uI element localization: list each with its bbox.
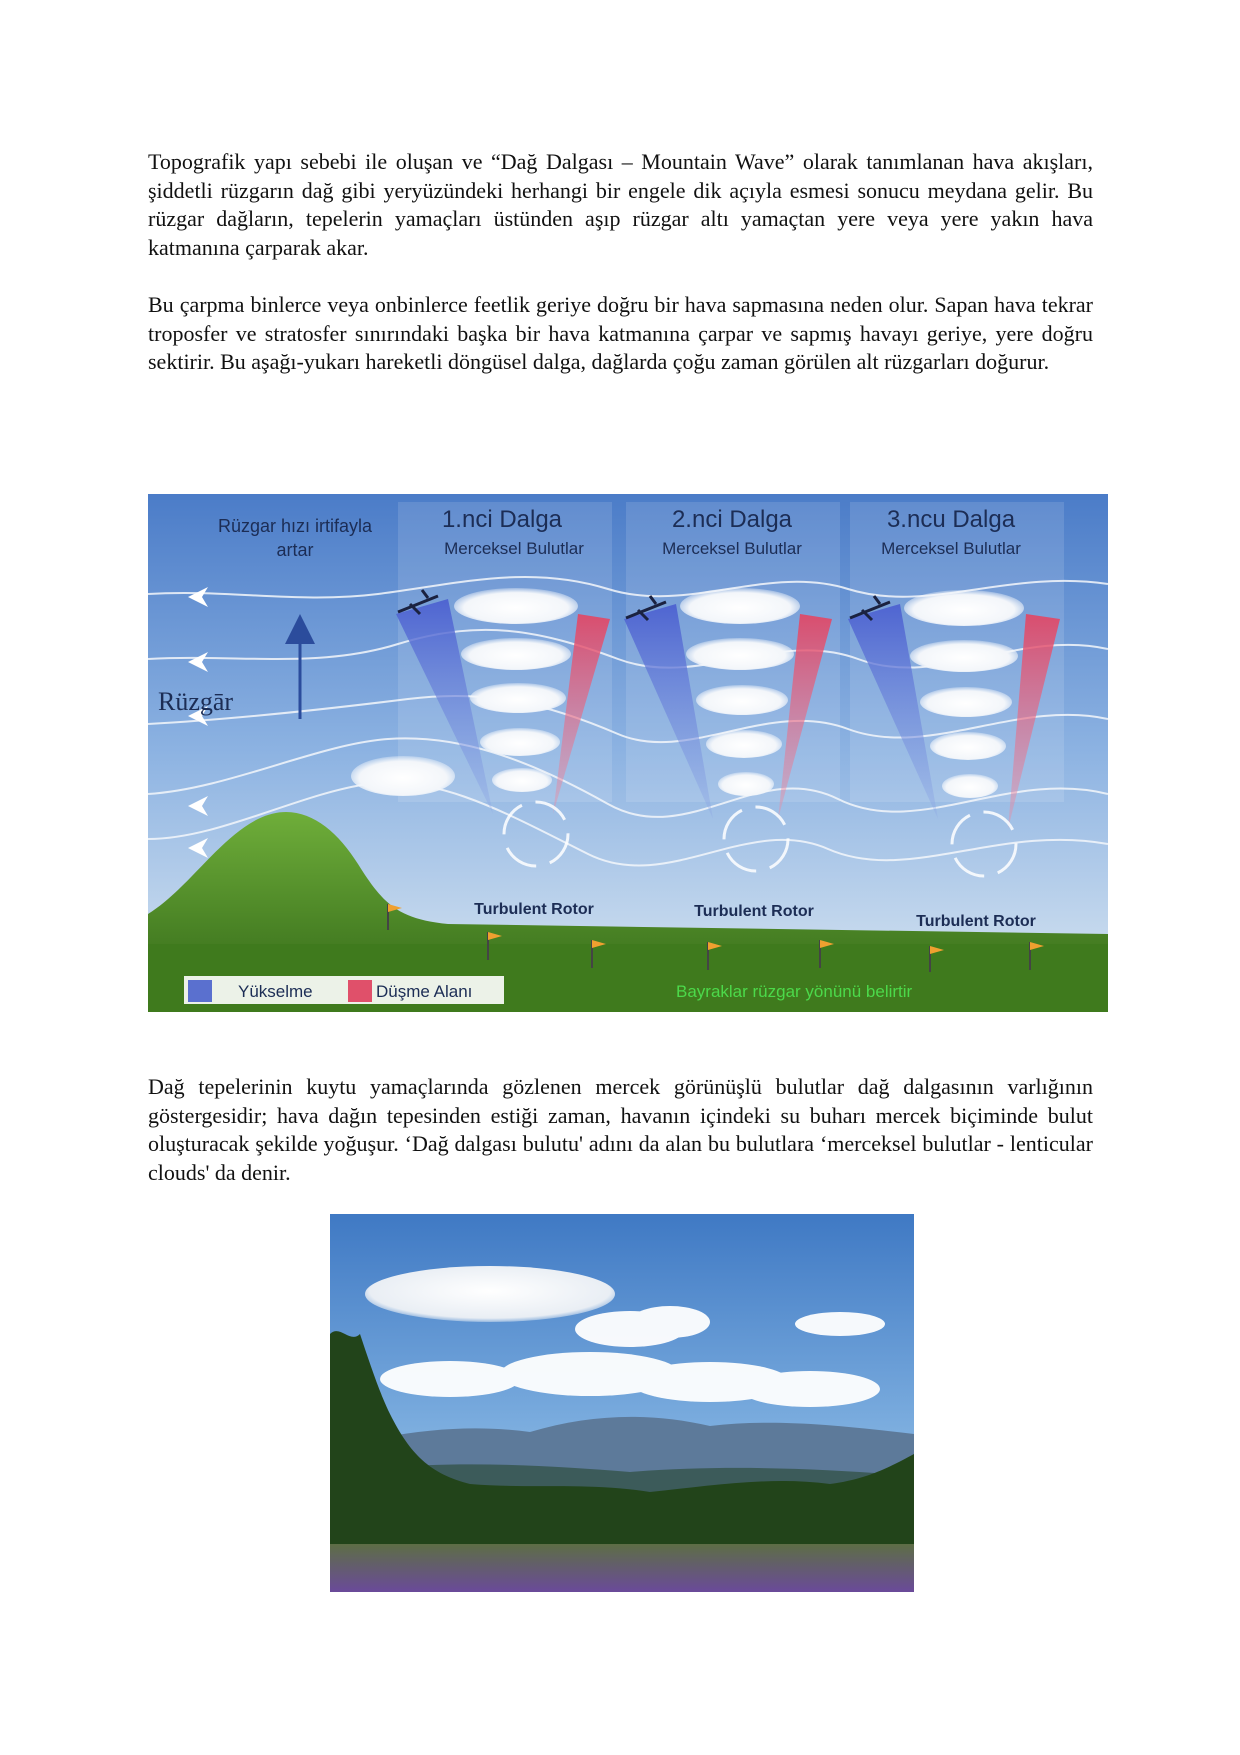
wave-subtitle: Merceksel Bulutlar: [662, 539, 802, 558]
legend-rise-swatch: [188, 980, 212, 1002]
paragraph-deflection: Bu çarpma binlerce veya onbinlerce feetlik geriye doğru bir hava sapmasına neden olur. Sapan hava tekrar troposfer ve stratosfer sınırındaki başka bir hava katmanına çarpar ve sapmış havayı geriye, yere doğru sektirir. Bu aşağı-yukarı hareketli döngüsel dalga, dağlarda çoğu zaman görülen alt rüzgarları doğurur.: [148, 292, 1093, 374]
paragraph-lenticular: Dağ tepelerinin kuytu yamaçlarında gözlenen mercek görünüşlü bulutlar dağ dalgasının varlığının göstergesidir; hava dağın tepesinden estiği zaman, havanın içindeki su buharı mercek biçiminde bulut oluşturacak şekilde yoğuşur. ‘Dağ dalgası bulutu' adını da alan bu bulutlara ‘merceksel bulutlar - lenticular clouds' da denir.: [148, 1074, 1093, 1185]
legend-rise-label: Yükselme: [238, 982, 313, 1001]
lenticular-cloud: [480, 728, 560, 756]
rotor-label: Turbulent Rotor: [474, 901, 594, 918]
lenticular-cloud: [696, 685, 788, 715]
wave-subtitle: Merceksel Bulutlar: [881, 539, 1021, 558]
lenticular-cloud: [351, 756, 455, 796]
wave-title: 2.nci Dalga: [671, 506, 793, 533]
lenticular-cloud: [920, 687, 1012, 717]
wave-subtitle: Merceksel Bulutlar: [444, 539, 584, 558]
altitude-label-line1: Rüzgar hızı irtifayla: [217, 516, 373, 536]
rotor-label: Turbulent Rotor: [694, 903, 814, 920]
legend-sink-swatch: [348, 980, 372, 1002]
paragraph-intro: Topografik yapı sebebi ile oluşan ve “Dağ Dalgası – Mountain Wave” olarak tanımlanan hava akışları, şiddetli rüzgarın dağ gibi yeryüzündeki herhangi bir engele dik açıyla esmesi sonucu meydana gelir. Bu rüzgar dağların, tepelerin yamaçları üstünden aşıp rüzgar altı yamaçtan yere veya yere yakın hava katmanına çarparak akar.: [148, 149, 1093, 260]
lenticular-cloud: [910, 640, 1018, 672]
lenticular-cloud: [904, 590, 1024, 626]
lavender-field: [330, 1544, 914, 1592]
lenticular-cloud: [365, 1266, 615, 1322]
lenticular-cloud: [706, 730, 782, 758]
wave-title: 3.ncu Dalga: [886, 506, 1016, 533]
lenticular-cloud: [454, 588, 578, 624]
lenticular-cloud-photo: [330, 1214, 914, 1592]
rotor-label: Turbulent Rotor: [916, 913, 1036, 930]
legend-sink-label: Düşme Alanı: [376, 982, 473, 1001]
lenticular-cloud: [942, 774, 998, 798]
lenticular-cloud: [930, 732, 1006, 760]
lenticular-cloud: [492, 768, 552, 792]
wind-label: Rüzgār: [158, 687, 234, 716]
lenticular-cloud: [470, 683, 566, 713]
altitude-label-line2: artar: [276, 540, 314, 560]
lenticular-cloud: [461, 638, 571, 670]
lenticular-cloud: [686, 638, 794, 670]
mountain-wave-diagram: [148, 494, 1108, 1012]
lenticular-cloud: [718, 772, 774, 796]
wave-title: 1.nci Dalga: [441, 506, 563, 533]
lenticular-cloud: [680, 588, 800, 624]
flags-note: Bayraklar rüzgar yönünü belirtir: [676, 982, 913, 1001]
